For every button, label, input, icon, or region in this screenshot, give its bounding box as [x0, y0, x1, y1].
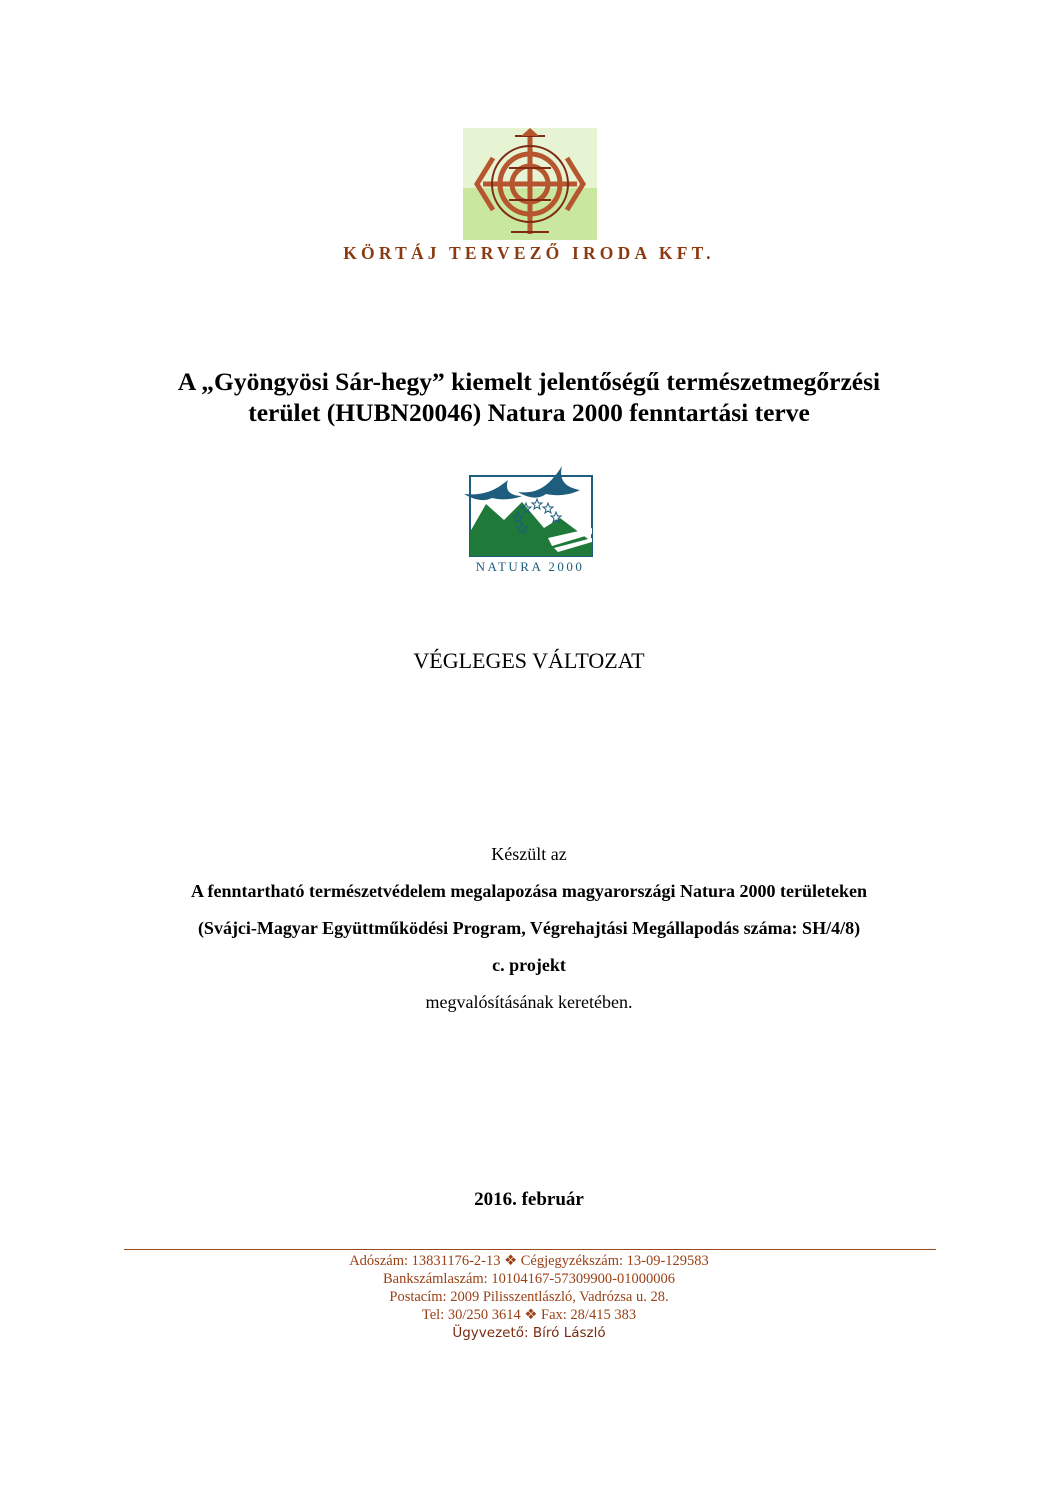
document-title-line-2: terület (HUBN20046) Natura 2000 fenntartási terve — [248, 398, 810, 427]
project-suffix: c. projekt — [492, 955, 566, 975]
footer-managing-director: Ügyvezető: Bíró László — [452, 1325, 606, 1341]
footer-divider — [124, 1249, 936, 1250]
footer-phone-fax: Tel: 30/250 3614 ❖ Fax: 28/415 383 — [421, 1307, 637, 1323]
project-program: (Svájci-Magyar Együttműködési Program, Végrehajtási Megállapodás száma: SH/4/8) — [197, 918, 861, 938]
footer-bank-account: Bankszámlaszám: 10104167-57309900-01000006 — [383, 1271, 675, 1287]
document-date: 2016. február — [474, 1189, 584, 1210]
document-status: VÉGLEGES VÁLTOZAT — [413, 648, 645, 673]
document-title-line-1: A „Gyöngyösi Sár-hegy” kiemelt jelentőségű természetmegőrzési — [177, 367, 881, 396]
company-name: KÖRTÁJ TERVEZŐ IRODA KFT. — [343, 243, 715, 263]
document-title — [0, 366, 1058, 428]
natura-2000-logo — [464, 462, 596, 576]
celtic-knot-emblem-logo — [463, 128, 597, 240]
footer-postal-address: Postacím: 2009 Pilisszentlászló, Vadrózsa u. 28. — [389, 1289, 669, 1305]
natura-2000-logo-text: NATURA 2000 — [475, 559, 585, 574]
project-lead-text: Készült az — [491, 844, 567, 864]
project-tail-text: megvalósításának keretében. — [425, 992, 633, 1012]
project-title: A fenntartható természetvédelem megalapozása magyarországi Natura 2000 területeken — [191, 881, 867, 901]
footer-tax-registration: Adószám: 13831176-2-13 ❖ Cégjegyzékszám: 13-09-129583 — [349, 1253, 709, 1269]
